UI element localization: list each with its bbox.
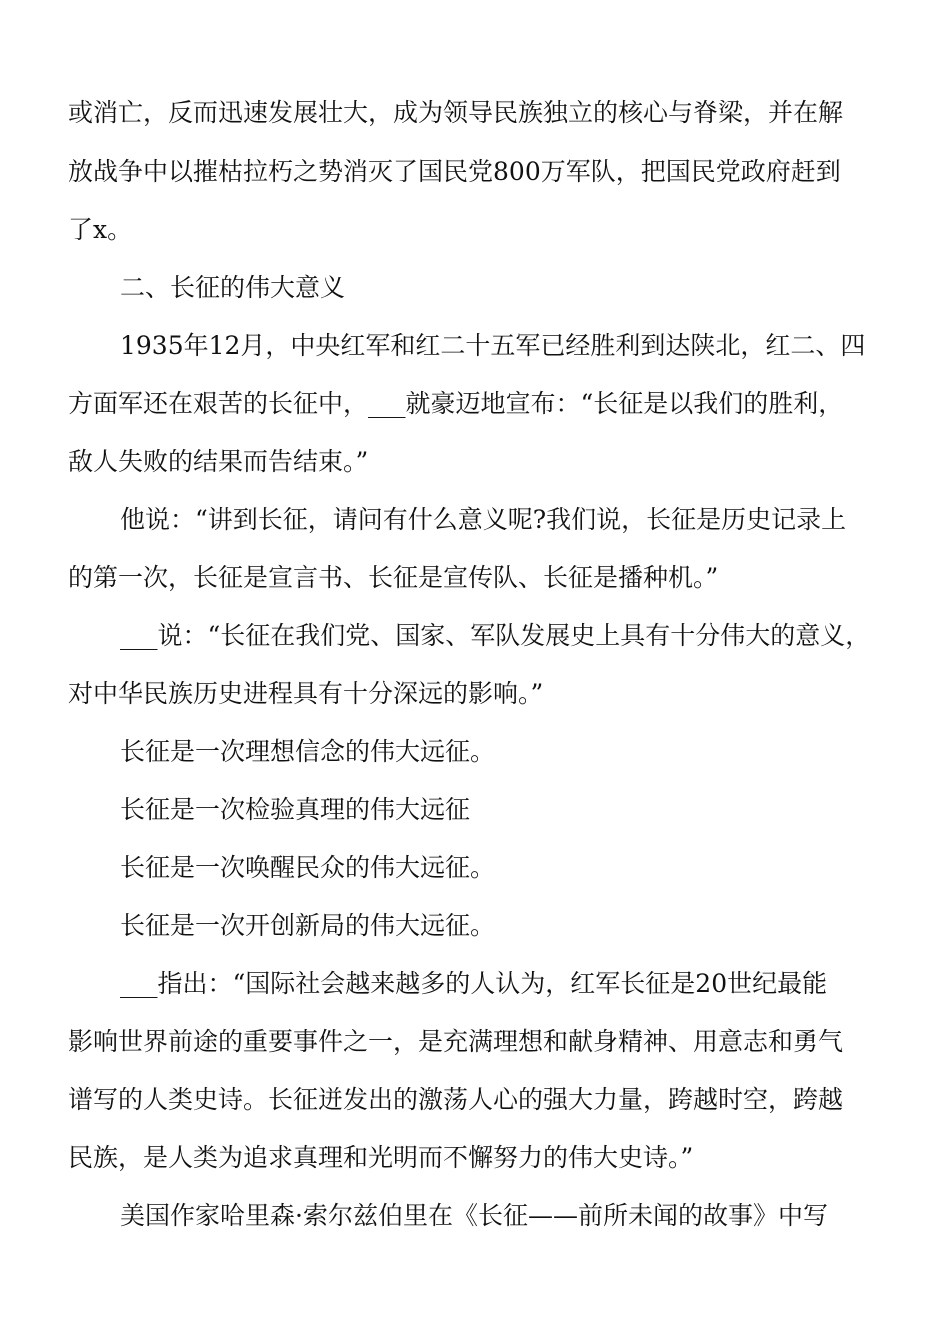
paragraph-line: ___说：“长征在我们党、国家、军队发展史上具有十分伟大的意义， [120, 621, 871, 650]
paragraph-line: ___指出：“国际社会越来越多的人认为，红军长征是20世纪最能 [120, 969, 828, 998]
paragraph-line: 放战争中以摧枯拉朽之势消灭了国民党800万军队，把国民党政府赶到 [68, 157, 841, 186]
paragraph-line: 或消亡，反而迅速发展壮大，成为领导民族独立的核心与脊梁，并在解 [68, 98, 844, 127]
paragraph-line: 长征是一次唤醒民众的伟大远征。 [120, 853, 496, 882]
paragraph-line: 长征是一次开创新局的伟大远征。 [120, 911, 496, 940]
paragraph-line: 对中华民族历史进程具有十分深远的影响。” [68, 679, 544, 708]
paragraph-line: 民族，是人类为追求真理和光明而不懈努力的伟大史诗。” [68, 1143, 694, 1172]
section-heading: 二、长征的伟大意义 [120, 273, 346, 302]
paragraph-line: 1935年12月，中央红军和红二十五军已经胜利到达陕北，红二、四 [120, 331, 866, 360]
paragraph-line: 了x。 [68, 215, 133, 244]
paragraph-line: 长征是一次理想信念的伟大远征。 [120, 737, 496, 766]
paragraph-line: 谱写的人类史诗。长征迸发出的激荡人心的强大力量，跨越时空，跨越 [68, 1085, 844, 1114]
paragraph-line: 敌人失败的结果而告结束。” [68, 447, 369, 476]
paragraph-line: 方面军还在艰苦的长征中，___就豪迈地宣布：“长征是以我们的胜利， [68, 389, 844, 418]
paragraph-line: 他说：“讲到长征，请问有什么意义呢?我们说，长征是历史记录上 [120, 505, 847, 534]
paragraph-line: 影响世界前途的重要事件之一，是充满理想和献身精神、用意志和勇气 [68, 1027, 844, 1056]
paragraph-line: 长征是一次检验真理的伟大远征 [120, 795, 471, 824]
paragraph-line: 美国作家哈里森·索尔兹伯里在《长征——前所未闻的故事》中写 [120, 1201, 828, 1230]
paragraph-line: 的第一次，长征是宣言书、长征是宣传队、长征是播种机。” [68, 563, 719, 592]
